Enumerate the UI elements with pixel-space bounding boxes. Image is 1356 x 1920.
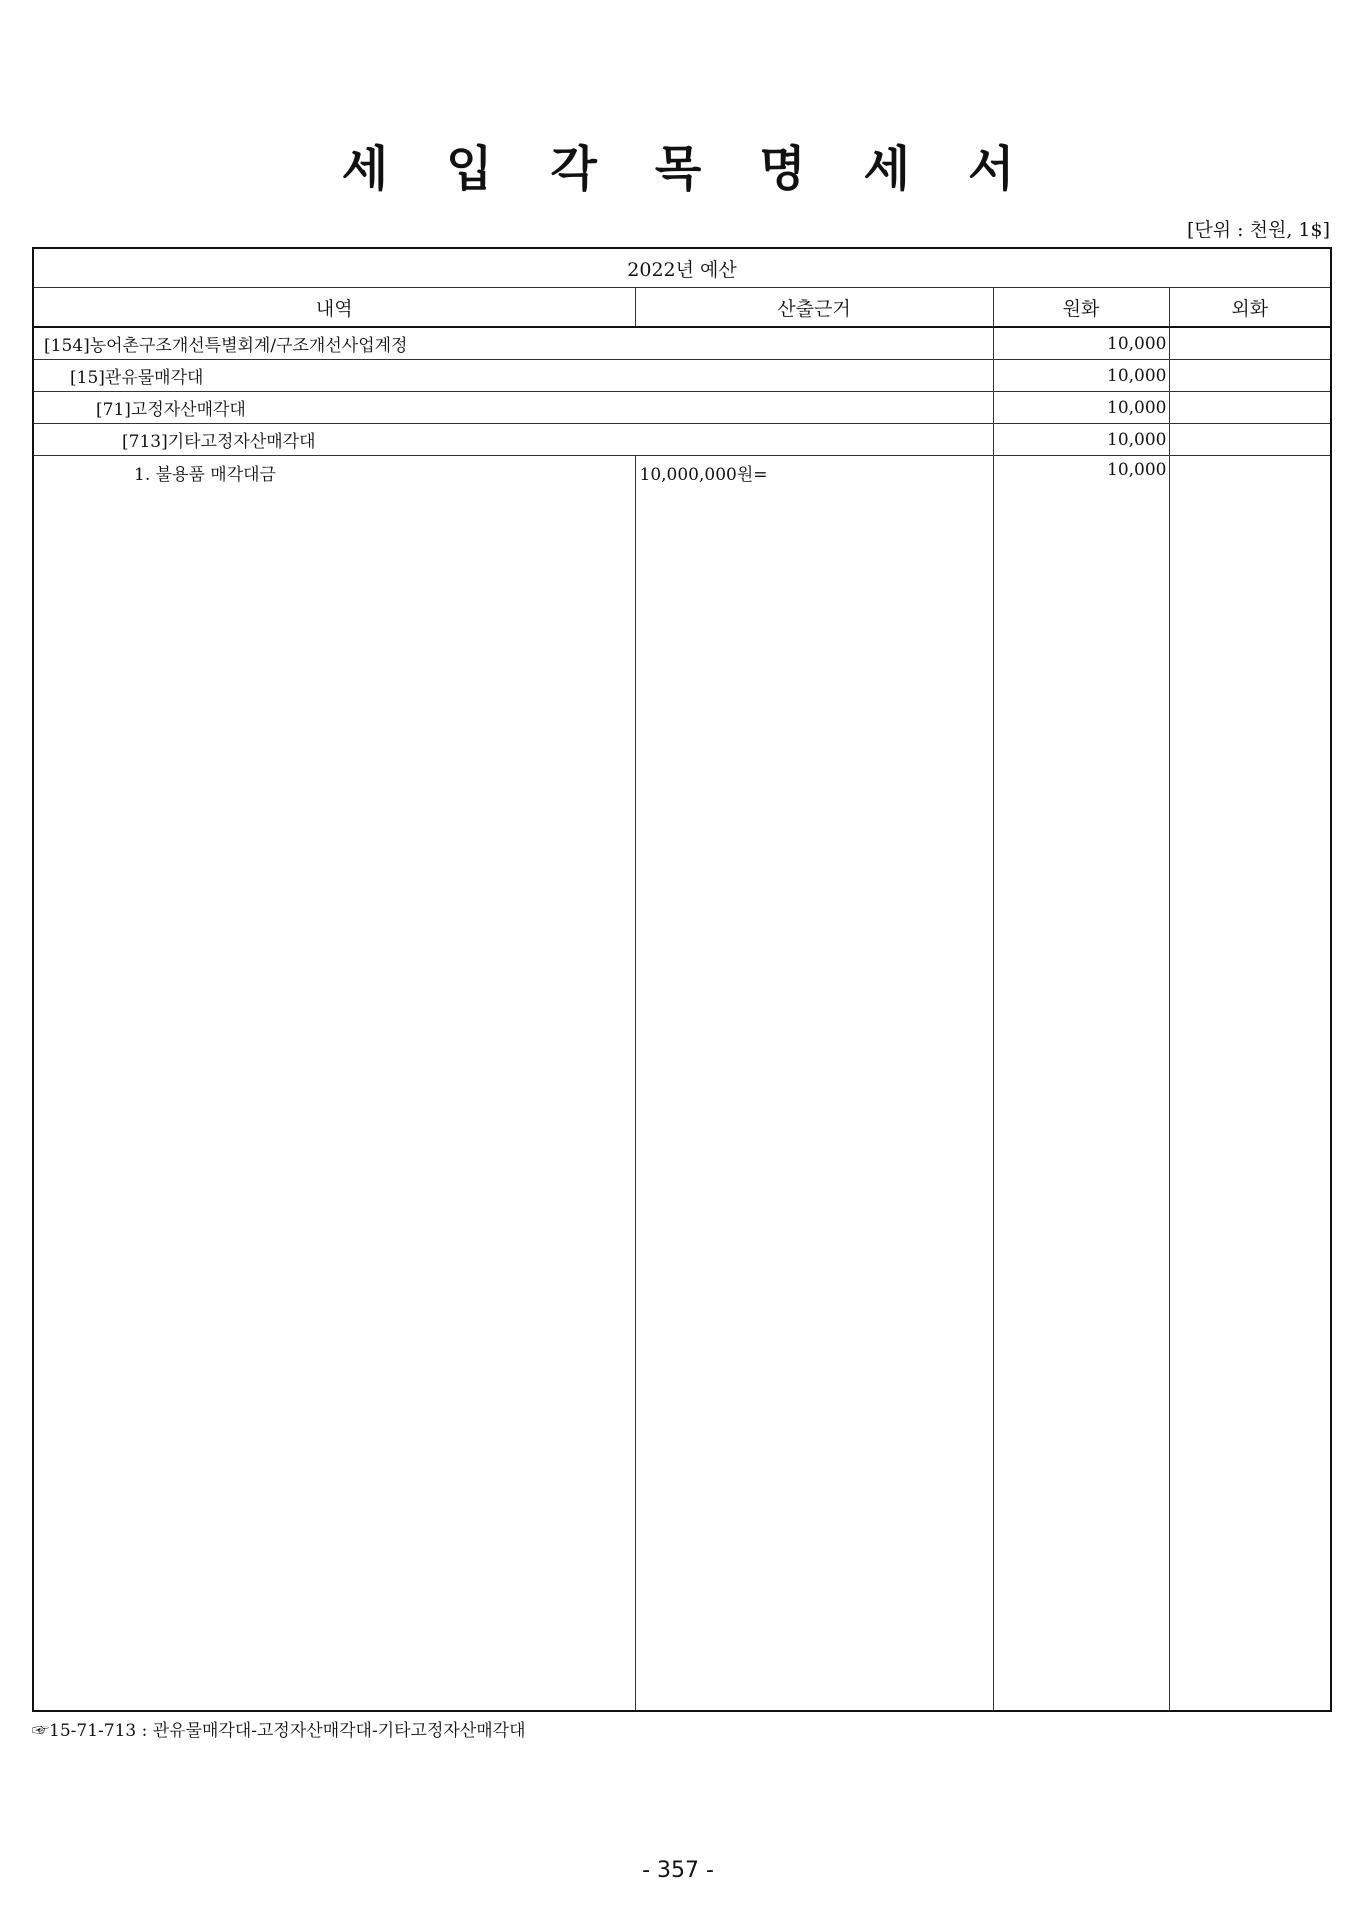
row-fx bbox=[1169, 424, 1331, 456]
page-number: - 357 - bbox=[642, 1858, 714, 1883]
title-char: 세 bbox=[341, 141, 389, 197]
row-item: [15]관유물매각대 bbox=[33, 360, 993, 392]
table-row bbox=[33, 392, 1331, 424]
title-char: 목 bbox=[654, 141, 702, 197]
table-row bbox=[33, 424, 1331, 456]
title-char: 각 bbox=[550, 141, 597, 197]
footnote: ☞15-71-713 : 관유물매각대-고정자산매각대-기타고정자산매각대 bbox=[32, 1721, 526, 1741]
row-item: [71]고정자산매각대 bbox=[33, 392, 993, 424]
row-item: 1. 불용품 매각대금 bbox=[33, 456, 635, 1712]
table-row bbox=[33, 360, 1331, 392]
unit-label: [단위 : 천원, 1$] bbox=[1187, 219, 1330, 241]
row-krw: 10,000 bbox=[993, 424, 1169, 456]
row-fx bbox=[1169, 327, 1331, 360]
title-char: 입 bbox=[446, 141, 493, 197]
column-header-krw: 원화 bbox=[993, 288, 1169, 328]
table-row bbox=[33, 456, 1331, 1712]
row-krw: 10,000 bbox=[993, 456, 1169, 1712]
title-char: 명 bbox=[759, 141, 806, 197]
row-krw: 10,000 bbox=[993, 360, 1169, 392]
budget-table bbox=[32, 247, 1332, 1712]
column-header-basis: 산출근거 bbox=[635, 288, 993, 328]
title-char: 세 bbox=[863, 141, 910, 197]
row-fx bbox=[1169, 360, 1331, 392]
row-fx bbox=[1169, 456, 1331, 1712]
column-header-fx: 외화 bbox=[1169, 288, 1331, 328]
row-item: [154]농어촌구조개선특별회계/구조개선사업계정 bbox=[33, 327, 993, 360]
column-header-item: 내역 bbox=[33, 288, 635, 328]
title-char: 서 bbox=[967, 141, 1015, 197]
row-basis: 10,000,000원= bbox=[635, 456, 993, 1712]
row-item: [713]기타고정자산매각대 bbox=[33, 424, 993, 456]
row-krw: 10,000 bbox=[993, 327, 1169, 360]
table-row bbox=[33, 327, 1331, 360]
budget-year-header: 2022년 예산 bbox=[33, 248, 1331, 288]
document-title bbox=[0, 130, 1356, 199]
row-fx bbox=[1169, 392, 1331, 424]
row-krw: 10,000 bbox=[993, 392, 1169, 424]
